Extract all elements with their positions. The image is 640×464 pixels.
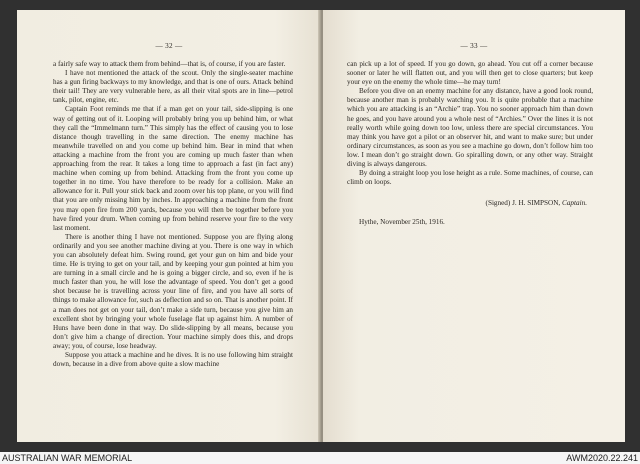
left-paragraph: There is another thing I have not mentioned. Suppose you are flying along ordinarily and you see another machine diving at you. There is one way in which you can absolutely defeat him. Swing round, get your gun on him and bide your time. He is trying to get on your tail, and by keeping your gun pointed at him you are turning in a small circle and he is going a bigger circle, and so, even if he is much faster than you, he will lose the advantage of speed. You don’t get a good shot because he is travelling across your line of fire, and you have all sorts of things to make allowance for, such as deflection and so on. That is another point. If a man does not get on your tail, don’t make a side turn, because you give him an excellent shot by bringing your whole fuselage flat up against him. A number of Huns have been done in that way. Do slide-slipping by all means, because you don’t give him a change of direction. Your machine simply does this, and drops away; you, of course, lose headway.: [53, 232, 293, 350]
place-date: Hythe, November 25th, 1916.: [359, 218, 445, 227]
left-page: [17, 10, 321, 442]
right-paragraph: can pick up a lot of speed. If you go down, go ahead. You cut off a corner because sooner or later he will flatten out, and you will then get to close quarters; but keep your eye on the enemy the whole time—he may turn!: [347, 60, 593, 87]
signature-name: (Signed) J. H. SIMPSON,: [485, 199, 561, 208]
footer-bar: [0, 452, 640, 464]
right-page-text: [347, 60, 593, 228]
signature-rank: Captain.: [562, 199, 587, 208]
left-paragraph: Captain Foot reminds me that if a man get on your tail, side-slipping is one way of getting out of it. Looping will probably bring you up behind him, or what they call the “Immelmann turn.” This simply has the effect of causing you to lose distance though travelling in the same direction. The enemy machine has meanwhile travelled on and you come up behind him. Bear in mind that when attacking a machine from the front you are coming up much faster than when approaching from the rear. It takes a long time to approach a fast (in fact any) machine when coming up from behind. Attacking from the front you come up together in no time. You have therefore to be ready for a collision. Make an allowance for it. Pull your stick back and zoom over his top plane, or you will find that you are only missing him by inches. In approaching a machine from the front you may open fire from 200 yards, because you will then be together before you have fired your drum. When coming up from behind reserve your fire to the very last moment.: [53, 105, 293, 232]
right-paragraph: Before you dive on an enemy machine for any distance, have a good look round, because another man is probably watching you. It is quite probable that a machine which you are attacking is an “Archie” trap. You no sooner approach him than down he goes, and you have around you a whole nest of “Archies.” Over the lines it is not really worth while going down too low, unless there are special circumstances. You may think you have got a pilot or an observer hit, and want to make sure; but under ordinary circumstances, as soon as you see a machine go down, don’t follow him too low. I mean don’t go straight down. Go spiralling down, or any other way. Straight diving is always dangerous.: [347, 87, 593, 169]
right-paragraph: By doing a straight loop you lose height as a rule. Some machines, of course, can climb on loops.: [347, 169, 593, 187]
footer-accession-number: AWM2020.22.241: [566, 453, 638, 463]
left-paragraph: Suppose you attack a machine and he dives. It is no use following him straight down, because in a dive from above quite a slow machine: [53, 351, 293, 369]
right-page: [323, 10, 625, 442]
left-paragraph: I have not mentioned the attack of the scout. Only the single-seater machine has a gun firing backways to my knowledge, and that is one of ours. Attack behind their tail! They are very vulnerable here, as all their vital spots are in line—petrol tank, pilot, engine, etc.: [53, 69, 293, 105]
left-paragraph: a fairly safe way to attack them from behind—that is, of course, if you are faster.: [53, 60, 286, 68]
page-number-right: — 33 —: [460, 42, 488, 50]
page-number-left: — 32 —: [155, 42, 183, 50]
footer-credit: AUSTRALIAN WAR MEMORIAL: [2, 453, 133, 463]
signature-line: [347, 199, 593, 208]
left-page-text: [53, 60, 293, 369]
